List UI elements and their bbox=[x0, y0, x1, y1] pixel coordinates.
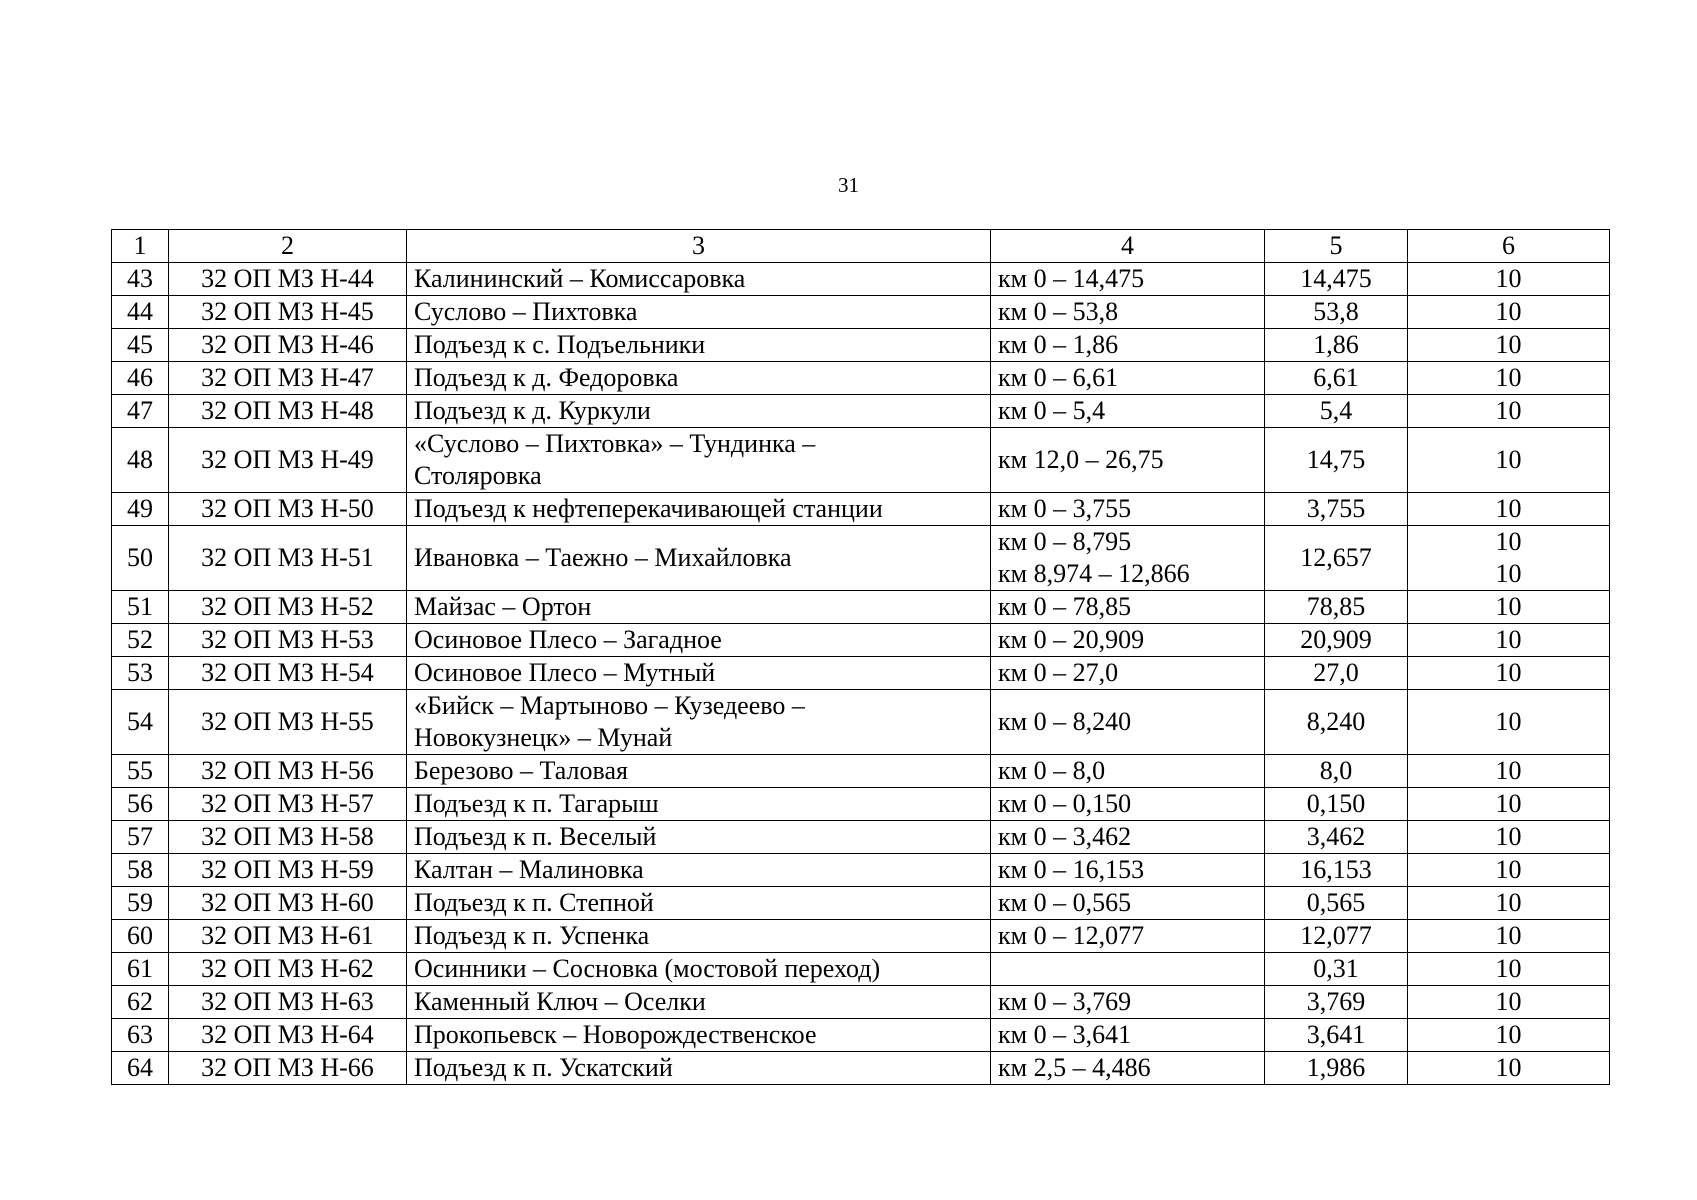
road-code-cell: 32 ОП МЗ Н-57 bbox=[169, 788, 407, 821]
km-range-cell: км 12,0 – 26,75 bbox=[991, 428, 1265, 493]
road-name-cell bbox=[407, 690, 991, 755]
road-name-cell: Калининский – Комиссаровка bbox=[407, 263, 991, 296]
table-row bbox=[112, 329, 1610, 362]
length-cell: 3,769 bbox=[1265, 986, 1408, 1019]
table-row bbox=[112, 395, 1610, 428]
row-number-cell: 43 bbox=[112, 263, 169, 296]
row-number-cell: 51 bbox=[112, 591, 169, 624]
table-row bbox=[112, 591, 1610, 624]
category-cell: 10 bbox=[1408, 329, 1610, 362]
table-row bbox=[112, 920, 1610, 953]
row-number-cell: 49 bbox=[112, 493, 169, 526]
header-cell: 3 bbox=[407, 230, 991, 263]
roads-table bbox=[111, 229, 1610, 1085]
km-range-cell: км 0 – 12,077 bbox=[991, 920, 1265, 953]
length-cell: 0,565 bbox=[1265, 887, 1408, 920]
road-code-cell: 32 ОП МЗ Н-55 bbox=[169, 690, 407, 755]
category-cell bbox=[1408, 526, 1610, 591]
length-cell: 5,4 bbox=[1265, 395, 1408, 428]
road-code-cell: 32 ОП МЗ Н-56 bbox=[169, 755, 407, 788]
road-code-cell: 32 ОП МЗ Н-66 bbox=[169, 1052, 407, 1085]
category-cell: 10 bbox=[1408, 887, 1610, 920]
category-cell: 10 bbox=[1408, 788, 1610, 821]
length-cell: 8,240 bbox=[1265, 690, 1408, 755]
table-row bbox=[112, 362, 1610, 395]
row-number-cell: 57 bbox=[112, 821, 169, 854]
length-cell: 27,0 bbox=[1265, 657, 1408, 690]
category-cell: 10 bbox=[1408, 854, 1610, 887]
road-code-cell: 32 ОП МЗ Н-48 bbox=[169, 395, 407, 428]
road-code-cell: 32 ОП МЗ Н-53 bbox=[169, 624, 407, 657]
road-code-cell: 32 ОП МЗ Н-52 bbox=[169, 591, 407, 624]
km-range-cell: км 0 – 8,0 bbox=[991, 755, 1265, 788]
length-cell: 3,462 bbox=[1265, 821, 1408, 854]
km-range-cell: км 0 – 20,909 bbox=[991, 624, 1265, 657]
category-cell: 10 bbox=[1408, 428, 1610, 493]
road-code-cell: 32 ОП МЗ Н-45 bbox=[169, 296, 407, 329]
category-cell: 10 bbox=[1408, 395, 1610, 428]
km-range-cell: км 0 – 0,150 bbox=[991, 788, 1265, 821]
row-number-cell: 59 bbox=[112, 887, 169, 920]
road-name-cell-line: Столяровка bbox=[414, 461, 542, 490]
road-name-cell bbox=[407, 428, 991, 493]
category-cell: 10 bbox=[1408, 657, 1610, 690]
road-code-cell: 32 ОП МЗ Н-54 bbox=[169, 657, 407, 690]
km-range-cell: км 0 – 8,240 bbox=[991, 690, 1265, 755]
km-range-cell bbox=[991, 526, 1265, 591]
table-row bbox=[112, 854, 1610, 887]
table-row bbox=[112, 986, 1610, 1019]
length-cell: 3,641 bbox=[1265, 1019, 1408, 1052]
table-row bbox=[112, 953, 1610, 986]
length-cell: 14,75 bbox=[1265, 428, 1408, 493]
row-number-cell: 60 bbox=[112, 920, 169, 953]
row-number-cell: 48 bbox=[112, 428, 169, 493]
road-code-cell: 32 ОП МЗ Н-44 bbox=[169, 263, 407, 296]
category-cell: 10 bbox=[1408, 821, 1610, 854]
table-row bbox=[112, 788, 1610, 821]
row-number-cell: 44 bbox=[112, 296, 169, 329]
road-name-cell: Подъезд к д. Федоровка bbox=[407, 362, 991, 395]
category-cell: 10 bbox=[1408, 493, 1610, 526]
row-number-cell: 55 bbox=[112, 755, 169, 788]
km-range-cell: км 0 – 6,61 bbox=[991, 362, 1265, 395]
road-code-cell: 32 ОП МЗ Н-47 bbox=[169, 362, 407, 395]
category-cell: 10 bbox=[1408, 263, 1610, 296]
category-cell: 10 bbox=[1408, 591, 1610, 624]
category-cell: 10 bbox=[1408, 624, 1610, 657]
table-row bbox=[112, 263, 1610, 296]
road-name-cell: Калтан – Малиновка bbox=[407, 854, 991, 887]
road-name-cell: Осиновое Плесо – Загадное bbox=[407, 624, 991, 657]
table-row bbox=[112, 887, 1610, 920]
table-row bbox=[112, 690, 1610, 755]
table-row bbox=[112, 755, 1610, 788]
road-name-cell: Ивановка – Таежно – Михайловка bbox=[407, 526, 991, 591]
row-number-cell: 58 bbox=[112, 854, 169, 887]
road-code-cell: 32 ОП МЗ Н-49 bbox=[169, 428, 407, 493]
category-cell: 10 bbox=[1408, 755, 1610, 788]
category-cell: 10 bbox=[1408, 986, 1610, 1019]
header-cell: 6 bbox=[1408, 230, 1610, 263]
road-name-cell: Каменный Ключ – Оселки bbox=[407, 986, 991, 1019]
km-range-cell-line: км 0 – 8,795 bbox=[998, 527, 1132, 556]
km-range-cell: км 0 – 27,0 bbox=[991, 657, 1265, 690]
category-cell: 10 bbox=[1408, 1019, 1610, 1052]
row-number-cell: 54 bbox=[112, 690, 169, 755]
km-range-cell: км 0 – 5,4 bbox=[991, 395, 1265, 428]
header-cell: 1 bbox=[112, 230, 169, 263]
km-range-cell-line: км 8,974 – 12,866 bbox=[998, 559, 1190, 588]
table-row bbox=[112, 296, 1610, 329]
road-name-cell: Осиновое Плесо – Мутный bbox=[407, 657, 991, 690]
road-code-cell: 32 ОП МЗ Н-64 bbox=[169, 1019, 407, 1052]
header-cell: 5 bbox=[1265, 230, 1408, 263]
road-code-cell: 32 ОП МЗ Н-61 bbox=[169, 920, 407, 953]
length-cell: 14,475 bbox=[1265, 263, 1408, 296]
road-name-cell: Осинники – Сосновка (мостовой переход) bbox=[407, 953, 991, 986]
row-number-cell: 56 bbox=[112, 788, 169, 821]
table-row bbox=[112, 493, 1610, 526]
row-number-cell: 53 bbox=[112, 657, 169, 690]
road-name-cell-line: «Бийск – Мартыново – Кузедеево – bbox=[414, 691, 805, 720]
length-cell: 8,0 bbox=[1265, 755, 1408, 788]
road-name-cell: Подъезд к п. Тагарыш bbox=[407, 788, 991, 821]
category-cell-line: 10 bbox=[1495, 559, 1522, 588]
row-number-cell: 47 bbox=[112, 395, 169, 428]
table-row bbox=[112, 821, 1610, 854]
km-range-cell: км 0 – 78,85 bbox=[991, 591, 1265, 624]
road-name-cell: Прокопьевск – Новорождественское bbox=[407, 1019, 991, 1052]
row-number-cell: 50 bbox=[112, 526, 169, 591]
road-name-cell-line: Новокузнецк» – Мунай bbox=[414, 723, 673, 752]
road-code-cell: 32 ОП МЗ Н-58 bbox=[169, 821, 407, 854]
road-code-cell: 32 ОП МЗ Н-60 bbox=[169, 887, 407, 920]
km-range-cell: км 0 – 16,153 bbox=[991, 854, 1265, 887]
km-range-cell: км 0 – 0,565 bbox=[991, 887, 1265, 920]
row-number-cell: 62 bbox=[112, 986, 169, 1019]
length-cell: 0,31 bbox=[1265, 953, 1408, 986]
table-row bbox=[112, 428, 1610, 493]
length-cell: 3,755 bbox=[1265, 493, 1408, 526]
km-range-cell bbox=[991, 953, 1265, 986]
road-name-cell: Подъезд к п. Степной bbox=[407, 887, 991, 920]
road-name-cell: Березово – Таловая bbox=[407, 755, 991, 788]
road-name-cell: Подъезд к с. Подъельники bbox=[407, 329, 991, 362]
road-code-cell: 32 ОП МЗ Н-59 bbox=[169, 854, 407, 887]
length-cell: 16,153 bbox=[1265, 854, 1408, 887]
km-range-cell: км 2,5 – 4,486 bbox=[991, 1052, 1265, 1085]
road-code-cell: 32 ОП МЗ Н-63 bbox=[169, 986, 407, 1019]
road-name-cell: Суслово – Пихтовка bbox=[407, 296, 991, 329]
road-code-cell: 32 ОП МЗ Н-50 bbox=[169, 493, 407, 526]
road-name-cell: Подъезд к п. Веселый bbox=[407, 821, 991, 854]
road-name-cell: Майзас – Ортон bbox=[407, 591, 991, 624]
header-row bbox=[112, 230, 1610, 263]
road-code-cell: 32 ОП МЗ Н-46 bbox=[169, 329, 407, 362]
km-range-cell: км 0 – 3,641 bbox=[991, 1019, 1265, 1052]
km-range-cell: км 0 – 3,755 bbox=[991, 493, 1265, 526]
road-name-cell: Подъезд к п. Ускатский bbox=[407, 1052, 991, 1085]
length-cell: 1,986 bbox=[1265, 1052, 1408, 1085]
length-cell: 6,61 bbox=[1265, 362, 1408, 395]
road-name-cell-line: «Суслово – Пихтовка» – Тундинка – bbox=[414, 429, 816, 458]
row-number-cell: 61 bbox=[112, 953, 169, 986]
length-cell: 1,86 bbox=[1265, 329, 1408, 362]
table-row bbox=[112, 1019, 1610, 1052]
page-number: 31 bbox=[838, 173, 859, 197]
road-name-cell: Подъезд к п. Успенка bbox=[407, 920, 991, 953]
length-cell: 12,657 bbox=[1265, 526, 1408, 591]
category-cell-line: 10 bbox=[1495, 527, 1522, 556]
length-cell: 20,909 bbox=[1265, 624, 1408, 657]
km-range-cell: км 0 – 3,462 bbox=[991, 821, 1265, 854]
row-number-cell: 46 bbox=[112, 362, 169, 395]
km-range-cell: км 0 – 14,475 bbox=[991, 263, 1265, 296]
length-cell: 0,150 bbox=[1265, 788, 1408, 821]
length-cell: 53,8 bbox=[1265, 296, 1408, 329]
road-code-cell: 32 ОП МЗ Н-51 bbox=[169, 526, 407, 591]
table-row bbox=[112, 1052, 1610, 1085]
road-code-cell: 32 ОП МЗ Н-62 bbox=[169, 953, 407, 986]
header-cell: 2 bbox=[169, 230, 407, 263]
header-cell: 4 bbox=[991, 230, 1265, 263]
category-cell: 10 bbox=[1408, 296, 1610, 329]
category-cell: 10 bbox=[1408, 362, 1610, 395]
km-range-cell: км 0 – 53,8 bbox=[991, 296, 1265, 329]
road-name-cell: Подъезд к д. Куркули bbox=[407, 395, 991, 428]
km-range-cell: км 0 – 1,86 bbox=[991, 329, 1265, 362]
category-cell: 10 bbox=[1408, 1052, 1610, 1085]
row-number-cell: 52 bbox=[112, 624, 169, 657]
road-name-cell: Подъезд к нефтеперекачивающей станции bbox=[407, 493, 991, 526]
category-cell: 10 bbox=[1408, 953, 1610, 986]
table-row bbox=[112, 624, 1610, 657]
row-number-cell: 64 bbox=[112, 1052, 169, 1085]
category-cell: 10 bbox=[1408, 690, 1610, 755]
row-number-cell: 45 bbox=[112, 329, 169, 362]
category-cell: 10 bbox=[1408, 920, 1610, 953]
row-number-cell: 63 bbox=[112, 1019, 169, 1052]
length-cell: 78,85 bbox=[1265, 591, 1408, 624]
km-range-cell: км 0 – 3,769 bbox=[991, 986, 1265, 1019]
table-row bbox=[112, 657, 1610, 690]
length-cell: 12,077 bbox=[1265, 920, 1408, 953]
table-row bbox=[112, 526, 1610, 591]
